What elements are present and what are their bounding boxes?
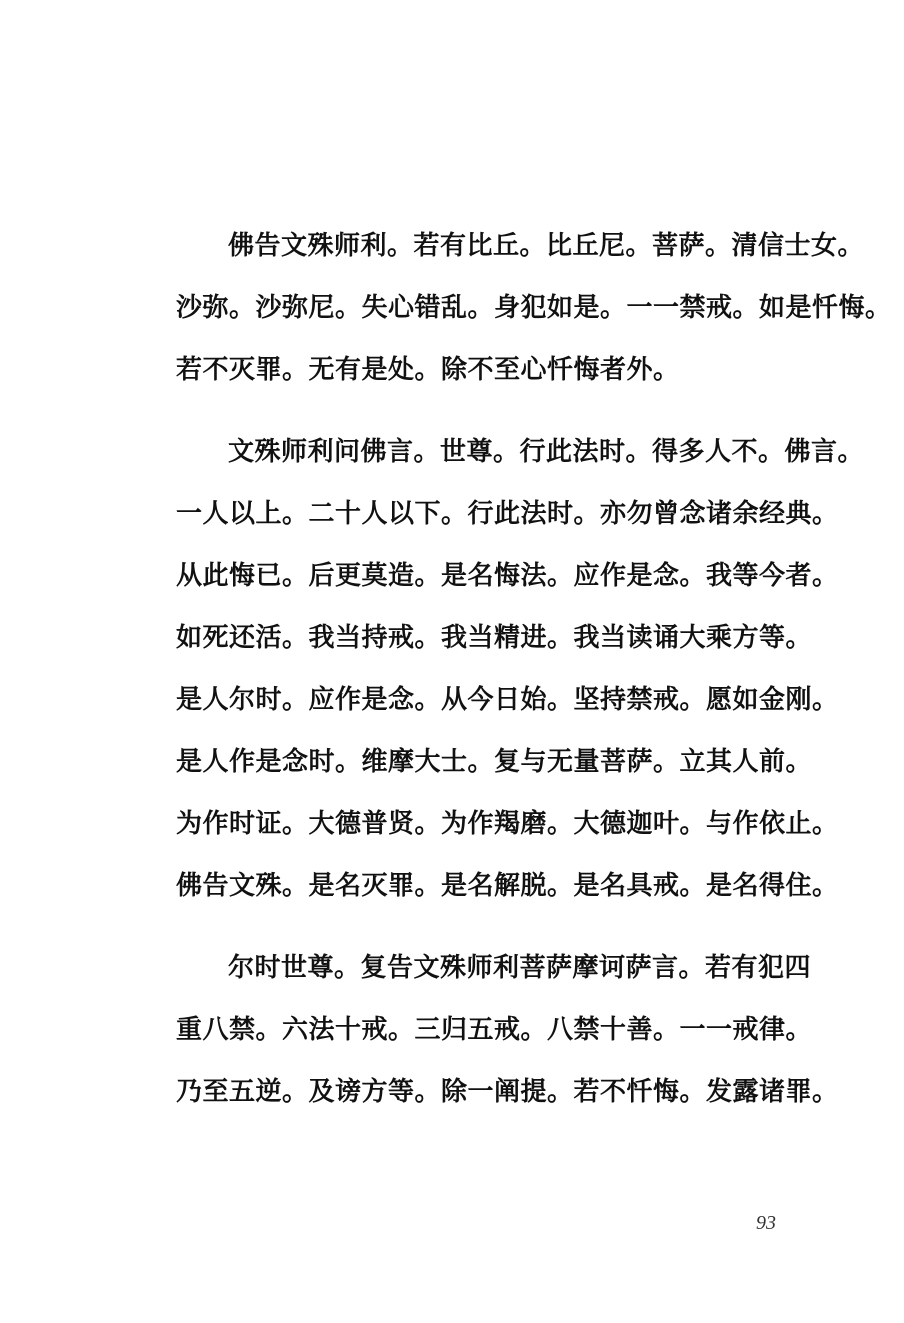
text-line: 重八禁。六法十戒。三归五戒。八禁十善。一一戒律。: [176, 1015, 813, 1045]
text-line: 如死还活。我当持戒。我当精进。我当读诵大乘方等。: [176, 623, 813, 653]
text-line: 一人以上。二十人以下。行此法时。亦勿曾念诸余经典。: [176, 499, 839, 529]
paragraph-1: [176, 222, 892, 408]
text-line: 佛告文殊。是名灭罪。是名解脱。是名具戒。是名得住。: [176, 871, 839, 901]
main-text: [176, 222, 892, 1150]
text-line: 是人作是念时。维摩大士。复与无量菩萨。立其人前。: [176, 747, 813, 777]
text-line: 乃至五逆。及谤方等。除一阐提。若不忏悔。发露诸罪。: [176, 1077, 839, 1107]
paragraph-2: [176, 428, 865, 924]
text-line: 从此悔已。后更莫造。是名悔法。应作是念。我等今者。: [176, 561, 839, 591]
text-line: 文殊师利问佛言。世尊。行此法时。得多人不。佛言。: [228, 437, 865, 467]
page-number: 93: [756, 1212, 776, 1234]
text-line: 为作时证。大德普贤。为作羯磨。大德迦叶。与作依止。: [176, 809, 839, 839]
text-line: 是人尔时。应作是念。从今日始。坚持禁戒。愿如金刚。: [176, 685, 839, 715]
text-line: 若不灭罪。无有是处。除不至心忏悔者外。: [176, 355, 680, 385]
text-line: 佛告文殊师利。若有比丘。比丘尼。菩萨。清信士女。: [228, 231, 865, 261]
paragraph-3: [176, 944, 839, 1130]
text-line: 沙弥。沙弥尼。失心错乱。身犯如是。一一禁戒。如是忏悔。: [176, 293, 892, 323]
text-line: 尔时世尊。复告文殊师利菩萨摩诃萨言。若有犯四: [228, 953, 812, 983]
